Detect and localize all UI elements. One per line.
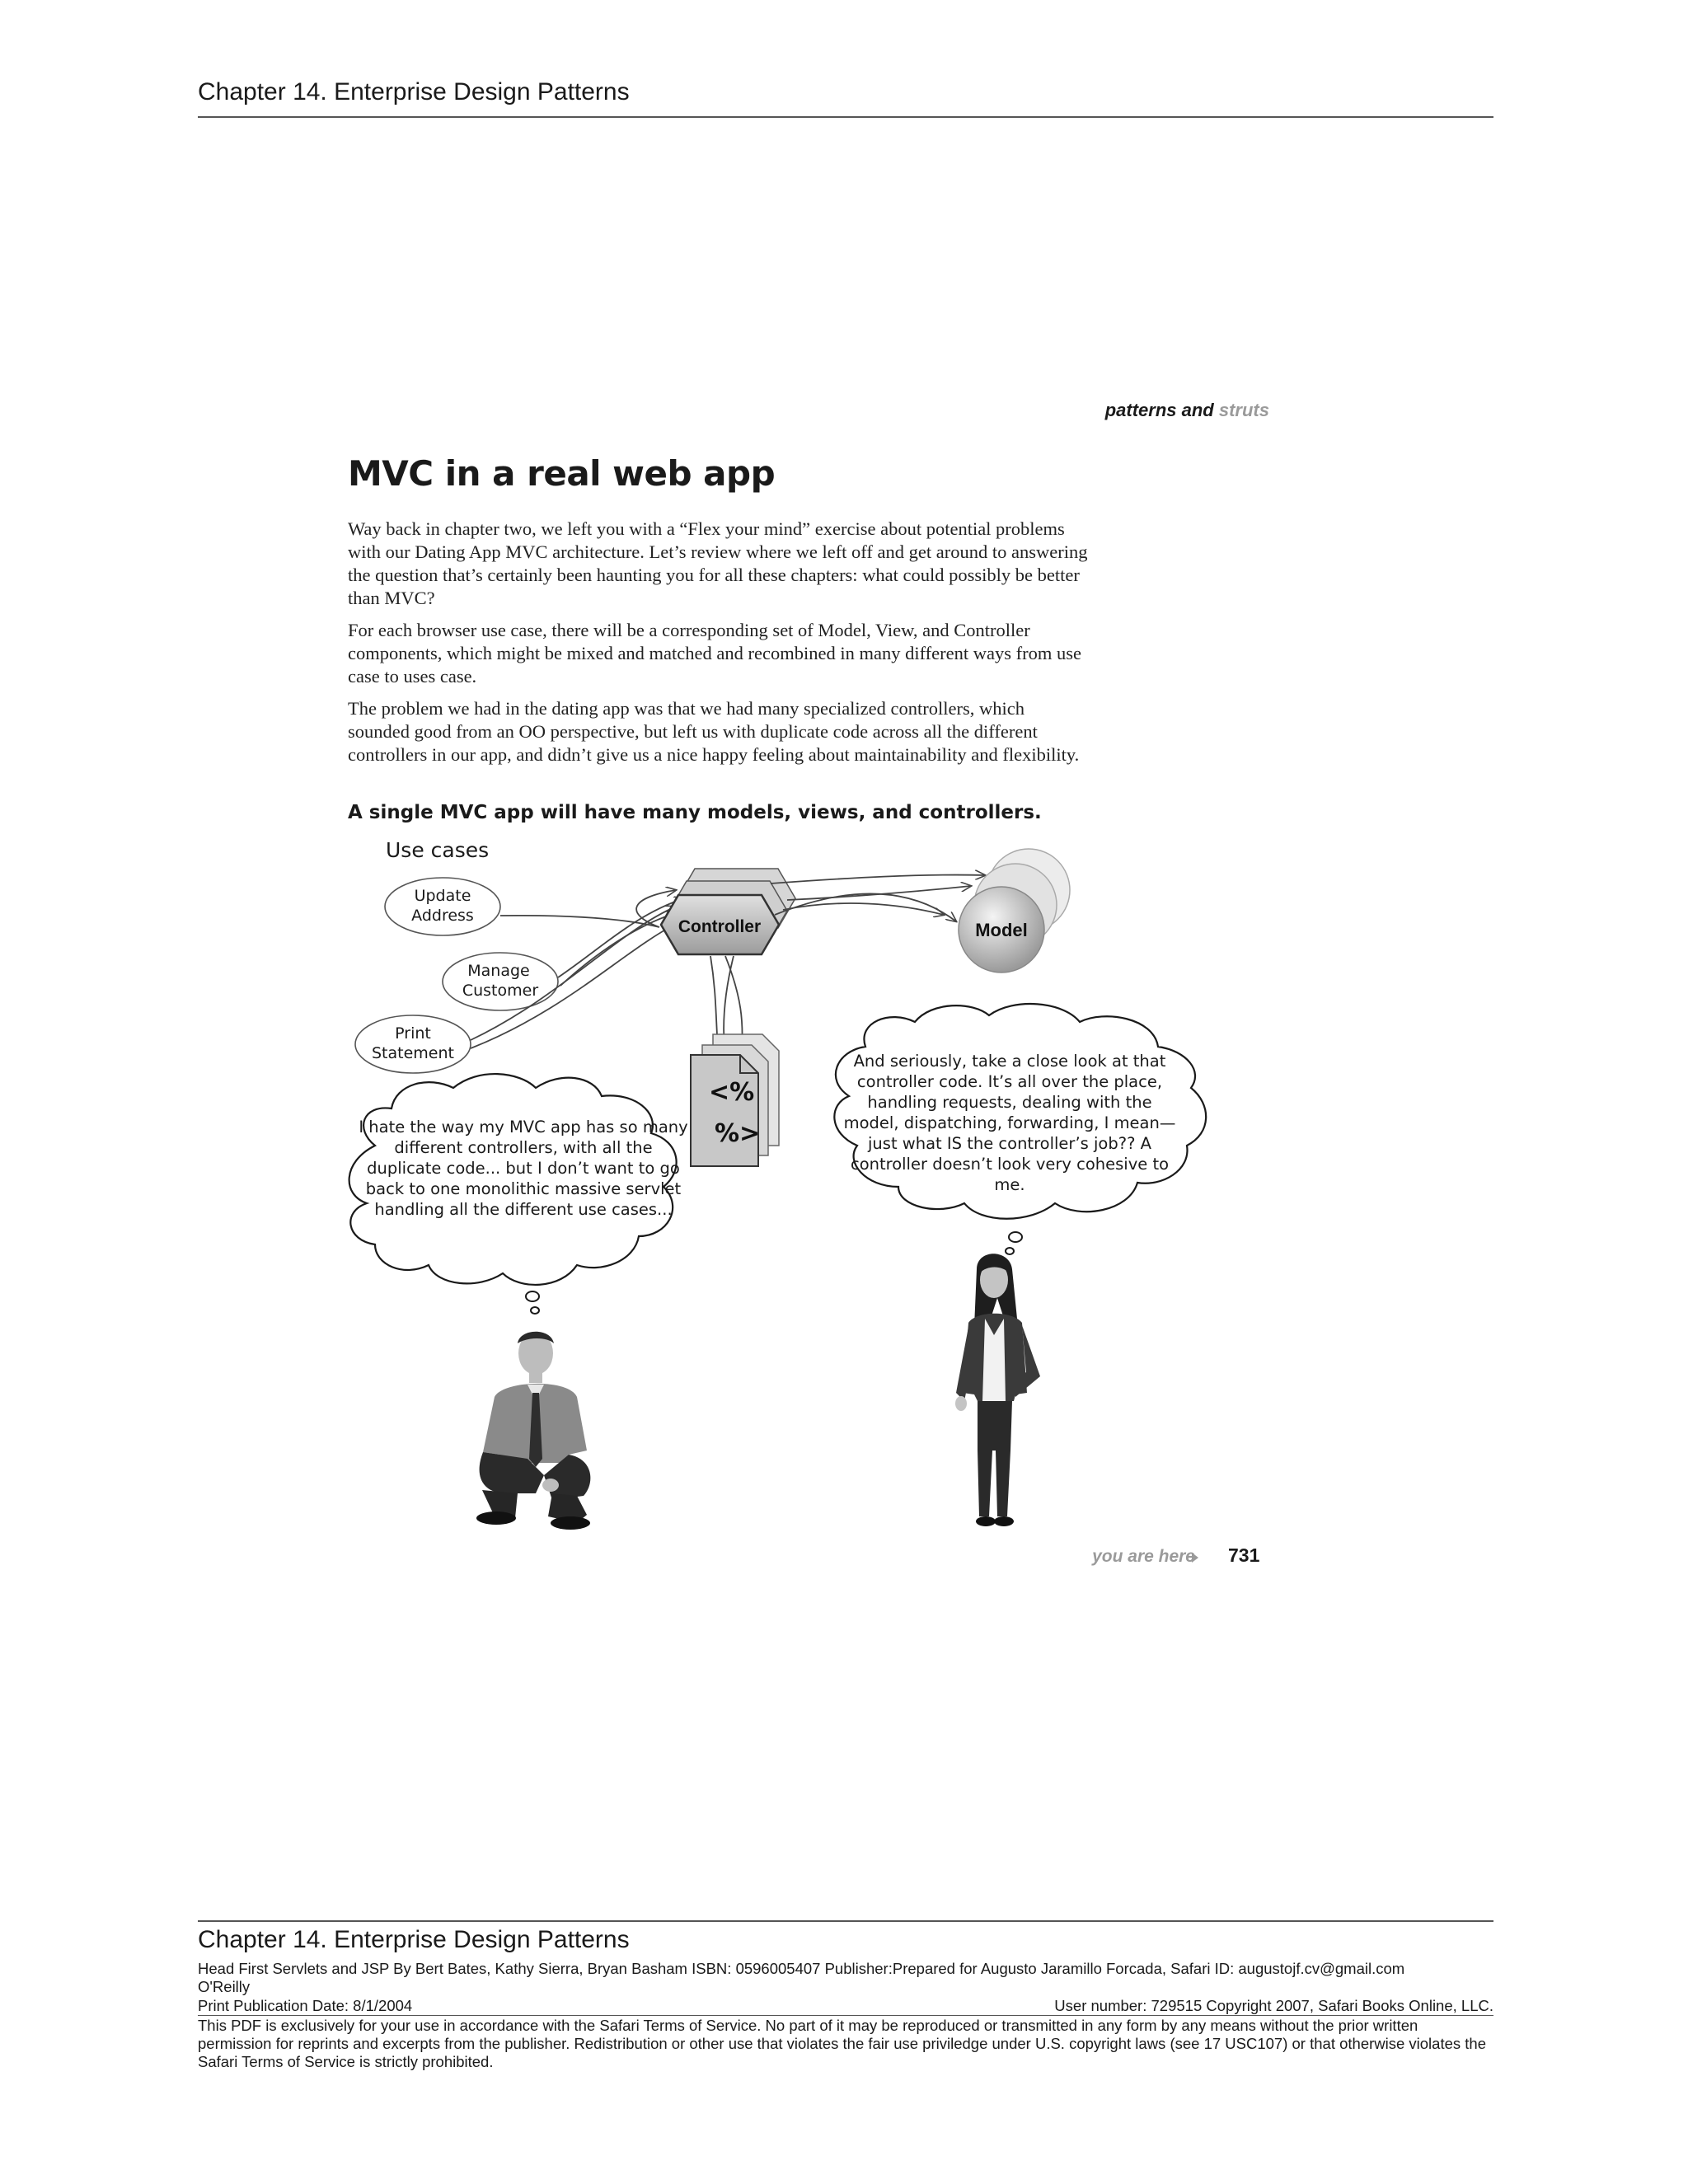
- controller-label: Controller: [678, 917, 762, 936]
- footer-divider: [198, 1920, 1493, 1922]
- use-cases-label: Use cases: [386, 838, 490, 862]
- thought-text-right: And seriously, take a close look at that controller code. It’s all over the place, handling requests, dealing with the model, dispatching, forwarding, I mean—just what IS the controller’s job?? A controller doesn’t look very cohesive to me.: [843, 1052, 1176, 1194]
- use-case-print-statement: [355, 1015, 471, 1073]
- jsp-close-tag: %>: [715, 1119, 761, 1148]
- paragraph-use-cases: For each browser use case, there will be a corresponding set of Model, View, and Controller components, which might be mixed and matched and recombined in many different ways from use case to uses case.: [348, 620, 1081, 687]
- use-case-line: Customer: [462, 982, 539, 1000]
- paragraph-problem: The problem we had in the dating app was that we had many specialized controllers, which sounded good from an OO perspective, but left us with duplicate code across all the different controllers in our app, and didn’t give us a nice happy feeling about maintainability and flexibility.: [348, 698, 1080, 765]
- diagram-caption: A single MVC app will have many models, views, and controllers.: [348, 802, 1042, 823]
- footer-terms-notice: This PDF is exclusively for your use in accordance with the Safari Terms of Service. No part of it may be reproduced or transmitted in any form by any means without the prior written permission for reprints and excerpts from the publisher. Redistribution or other use that violates the fair use priviledge under U.S. copyright laws (see 17 USC107) or that otherwise violates the Safari Terms of Service is strictly prohibited.: [198, 2017, 1486, 2070]
- model-stack: [959, 849, 1070, 972]
- footer-publication-date: Print Publication Date: 8/1/2004: [198, 1997, 413, 2014]
- use-case-line: Update: [414, 887, 471, 905]
- paragraph-intro: Way back in chapter two, we left you with a “Flex your mind” exercise about potential problems with our Dating App MVC architecture. Let’s review where we left off and get around to answering the question that’s certainly been haunting you for all these chapters: what could possibly be better than MVC?: [348, 518, 1088, 608]
- thought-dots-right: [1006, 1232, 1022, 1254]
- use-case-manage-customer: [443, 953, 558, 1010]
- controller-stack: [661, 869, 795, 954]
- jsp-open-tag: <%: [709, 1078, 755, 1107]
- model-label: Model: [975, 920, 1028, 940]
- use-case-line: Manage: [467, 962, 530, 980]
- crouching-man-illustration: [476, 1332, 590, 1530]
- use-case-line: Address: [411, 907, 474, 925]
- thought-dots-left: [526, 1291, 539, 1314]
- section-label-main: patterns and: [1104, 400, 1214, 420]
- footer-publisher: O'Reilly: [198, 1978, 251, 1995]
- use-case-update-address: [385, 878, 500, 935]
- page-title: MVC in a real web app: [348, 453, 776, 494]
- footer-divider-2: [198, 2015, 1493, 2016]
- controller-model-arrows: [771, 875, 985, 921]
- use-case-line: Statement: [372, 1044, 454, 1062]
- use-case-line: Print: [395, 1024, 431, 1043]
- view-page-stack: [691, 1034, 779, 1166]
- page-number: 731: [1228, 1544, 1260, 1566]
- section-label-secondary: struts: [1218, 400, 1269, 420]
- footer-book-info: Head First Servlets and JSP By Bert Bates, Kathy Sierra, Bryan Basham ISBN: 0596005407 Publisher:Prepared for Augusto Jaramillo Forcada, Safari ID: augustojf.cv@gmail.com: [198, 1960, 1405, 1977]
- standing-woman-illustration: [955, 1254, 1040, 1526]
- footer-chapter-title: Chapter 14. Enterprise Design Patterns: [198, 1926, 630, 1953]
- running-header-title: Chapter 14. Enterprise Design Patterns: [198, 78, 630, 105]
- you-are-here-label: you are here: [1092, 1547, 1195, 1566]
- footer-publication-line: [198, 1997, 1493, 2015]
- footer-copyright: User number: 729515 Copyright 2007, Safari Books Online, LLC.: [1054, 1997, 1493, 2014]
- thought-text-left: I hate the way my MVC app has so many different controllers, with all the duplicate code... but I don’t want to go back to one monolithic massive servlet handling all the different use cases...: [359, 1118, 688, 1219]
